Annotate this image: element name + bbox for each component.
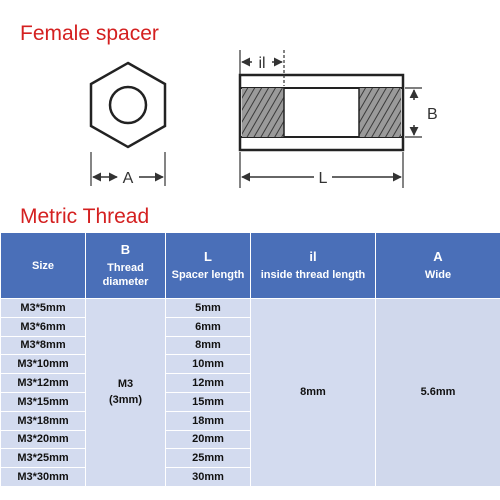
left-thread-section [242, 88, 284, 137]
length-cell: 5mm [166, 299, 251, 318]
length-cell: 12mm [166, 374, 251, 393]
size-cell: M3*6mm [1, 317, 86, 336]
size-cell: M3*20mm [1, 430, 86, 449]
size-cell: M3*30mm [1, 468, 86, 487]
length-cell: 8mm [166, 336, 251, 355]
length-cell: 18mm [166, 411, 251, 430]
metric-thread-title: Metric Thread [20, 205, 150, 228]
length-cell: 20mm [166, 430, 251, 449]
dimension-a-label: A [122, 170, 134, 187]
thread-diameter-cell: M3 (3mm) [86, 299, 166, 487]
dimension-il-label: il [258, 55, 266, 72]
size-cell: M3*12mm [1, 374, 86, 393]
table-header-row [1, 233, 500, 299]
header-wide: A Wide [376, 233, 500, 299]
length-cell: 25mm [166, 449, 251, 468]
wide-cell: 5.6mm [376, 299, 500, 487]
table-row [1, 299, 500, 318]
header-inside-thread-length: il inside thread length [251, 233, 376, 299]
size-cell: M3*18mm [1, 411, 86, 430]
size-cell: M3*10mm [1, 355, 86, 374]
inside-thread-length-cell: 8mm [251, 299, 376, 487]
header-thread-diameter: B Thread diameter [86, 233, 166, 299]
hexagon-end-view [91, 63, 165, 187]
length-cell: 6mm [166, 317, 251, 336]
header-size: Size [1, 233, 86, 299]
dimension-l-label: L [318, 170, 328, 187]
length-cell: 30mm [166, 468, 251, 487]
spacer-technical-drawing [0, 0, 500, 205]
header-spacer-length: L Spacer length [166, 233, 251, 299]
size-cell: M3*8mm [1, 336, 86, 355]
spec-table [0, 232, 500, 487]
spacer-side-view [240, 50, 438, 188]
right-thread-section [359, 88, 401, 137]
length-cell: 15mm [166, 392, 251, 411]
size-cell: M3*15mm [1, 392, 86, 411]
length-cell: 10mm [166, 355, 251, 374]
dimension-b-label: B [427, 106, 438, 123]
size-cell: M3*25mm [1, 449, 86, 468]
size-cell: M3*5mm [1, 299, 86, 318]
female-spacer-title: Female spacer [20, 22, 159, 45]
